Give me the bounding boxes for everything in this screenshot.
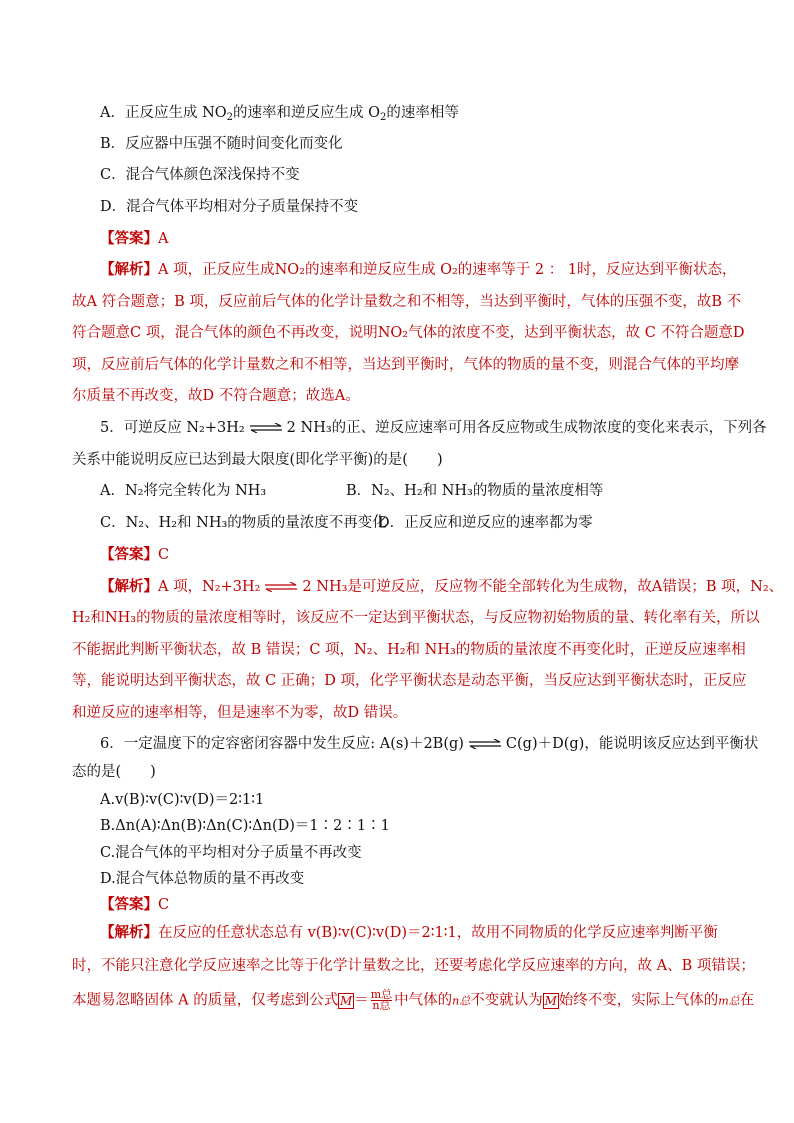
q4-option-d: D．混合气体平均相对分子质量保持不变	[100, 199, 359, 215]
q5-stem-line-1: 5．可逆反应 N₂+3H₂ 2 NH₃的正、逆反应速率可用各反应物或生成物浓度的变化来表示，下列各	[100, 420, 767, 436]
q6-option-a: A.v(B)∶v(C)∶v(D)＝2∶1∶1	[100, 792, 265, 808]
q4-analysis-line-1: 【解析】A 项，正反应生成NO₂的速率和逆反应生成 O₂的速率等于 2 ： 1时，反应达到平衡状态，	[100, 261, 737, 278]
q4-analysis-line-3: 符合题意C 项，混合气体的颜色不再改变，说明NO₂气体的浓度不变，达到平衡状态，故 C 不符合题意D	[72, 325, 745, 341]
answer-label: 【答案】	[100, 230, 158, 247]
q5-option-d: D．正反应和逆反应的速率都为零	[378, 515, 593, 531]
q4-option-a: A．正反应生成 $NO_2$的速率和逆反应生成 $O_2$的速率相等	[100, 105, 459, 123]
q6-analysis-line-2: 时，不能只注意化学反应速率之比等于化学计量数之比，还要考虑化学反应速率的方向，故 A、B 项错误；	[72, 958, 755, 974]
q6-analysis-line-1: 【解析】在反应的任意状态总有 v(B)∶v(C)∶v(D)＝2∶1∶1，故用不同物质的化学反应速率判断平衡	[100, 924, 718, 941]
q4-option-b: B．反应器中压强不随时间变化而变化	[100, 136, 343, 152]
q5-answer	[100, 545, 169, 565]
formula-fraction: $\frac{\text{m总}}{\text{n总}}$	[370, 988, 393, 1012]
analysis-label: 【解析】	[100, 261, 158, 278]
answer-label: 【答案】	[100, 896, 158, 913]
reversible-arrow-icon	[249, 423, 283, 433]
q5-analysis-line-1: 【解析】A 项，N₂+3H₂ 2 NH₃是可逆反应，反应物不能全部转化为生成物，故A错误；B 项，N₂、	[100, 578, 784, 595]
answer-value: C	[158, 547, 170, 563]
reversible-arrow-icon	[264, 582, 298, 592]
q5-option-b: B．N₂、H₂和 NH₃的物质的量浓度相等	[346, 483, 604, 499]
q4-answer	[100, 229, 168, 249]
q6-answer	[100, 895, 169, 915]
formula-m-symbol: M	[340, 993, 353, 1008]
q4-option-c: C．混合气体颜色深浅保持不变	[100, 167, 300, 183]
answer-value: A	[158, 231, 169, 247]
q5-option-c: C．N₂、H₂和 NH₃的物质的量浓度不再变化	[100, 515, 387, 531]
q5-analysis-line-3: 不能据此判断平衡状态，故 B 错误；C 项，N₂、H₂和 NH₃的物质的量浓度不再变化时，正逆反应速率相	[72, 642, 746, 658]
q6-stem-line-2: 态的是( )	[72, 764, 156, 780]
q4-analysis-line-5: 尔质量不再改变，故D 不符合题意；故选A。	[72, 388, 360, 404]
q6-stem-line-1: 6．一定温度下的定容密闭容器中发生反应: A(s)＋2B(g) C(g)＋D(g)，能说明该反应达到平衡状	[100, 736, 759, 752]
q5-option-a: A．N₂将完全转化为 NH₃	[100, 483, 267, 499]
q5-analysis-line-5: 和逆反应的速率相等，但是速率不为零，故D 错误。	[72, 705, 408, 721]
q4-analysis-line-4: 项，反应前后气体的化学计量数之和不相等，当达到平衡时，气体的物质的量不变，则混合气体的平均摩	[72, 357, 739, 373]
q6-option-d: D.混合气体总物质的量不再改变	[100, 871, 305, 887]
formula-m-symbol: M	[544, 993, 557, 1008]
q6-option-b: B.Δn(A)∶Δn(B)∶Δn(C)∶Δn(D)＝1∶2∶1∶1	[100, 818, 390, 834]
q5-analysis-line-4: 等，能说明达到平衡状态，故 C 正确；D 项，化学平衡状态是动态平衡，当反应达到平衡状态时，正反应	[72, 673, 747, 689]
q4-analysis-line-2: 故A 符合题意；B 项，反应前后气体的化学计量数之和不相等，当达到平衡时，气体的压强不变，故B 不	[72, 294, 742, 310]
q5-stem-line-2: 关系中能说明反应已达到最大限度(即化学平衡)的是( )	[72, 452, 443, 468]
answer-label: 【答案】	[100, 546, 158, 563]
analysis-label: 【解析】	[100, 578, 158, 595]
q6-option-c: C.混合气体的平均相对分子质量不再改变	[100, 845, 362, 861]
analysis-label: 【解析】	[100, 924, 158, 941]
q6-analysis-line-3: 本题易忽略固体 A 的质量，仅考虑到公式 M ＝ $\frac{\text{m总}}{\text{n总}}$ 中气体的n总不变就认为 M 始终不变，实际上气体的m总在	[72, 988, 755, 1012]
q5-analysis-line-2: H₂和NH₃的物质的量浓度相等时，该反应不一定达到平衡状态，与反应物初始物质的量、转化率有关，所以	[72, 610, 760, 626]
answer-value: C	[158, 897, 170, 913]
reversible-arrow-icon	[468, 739, 502, 749]
